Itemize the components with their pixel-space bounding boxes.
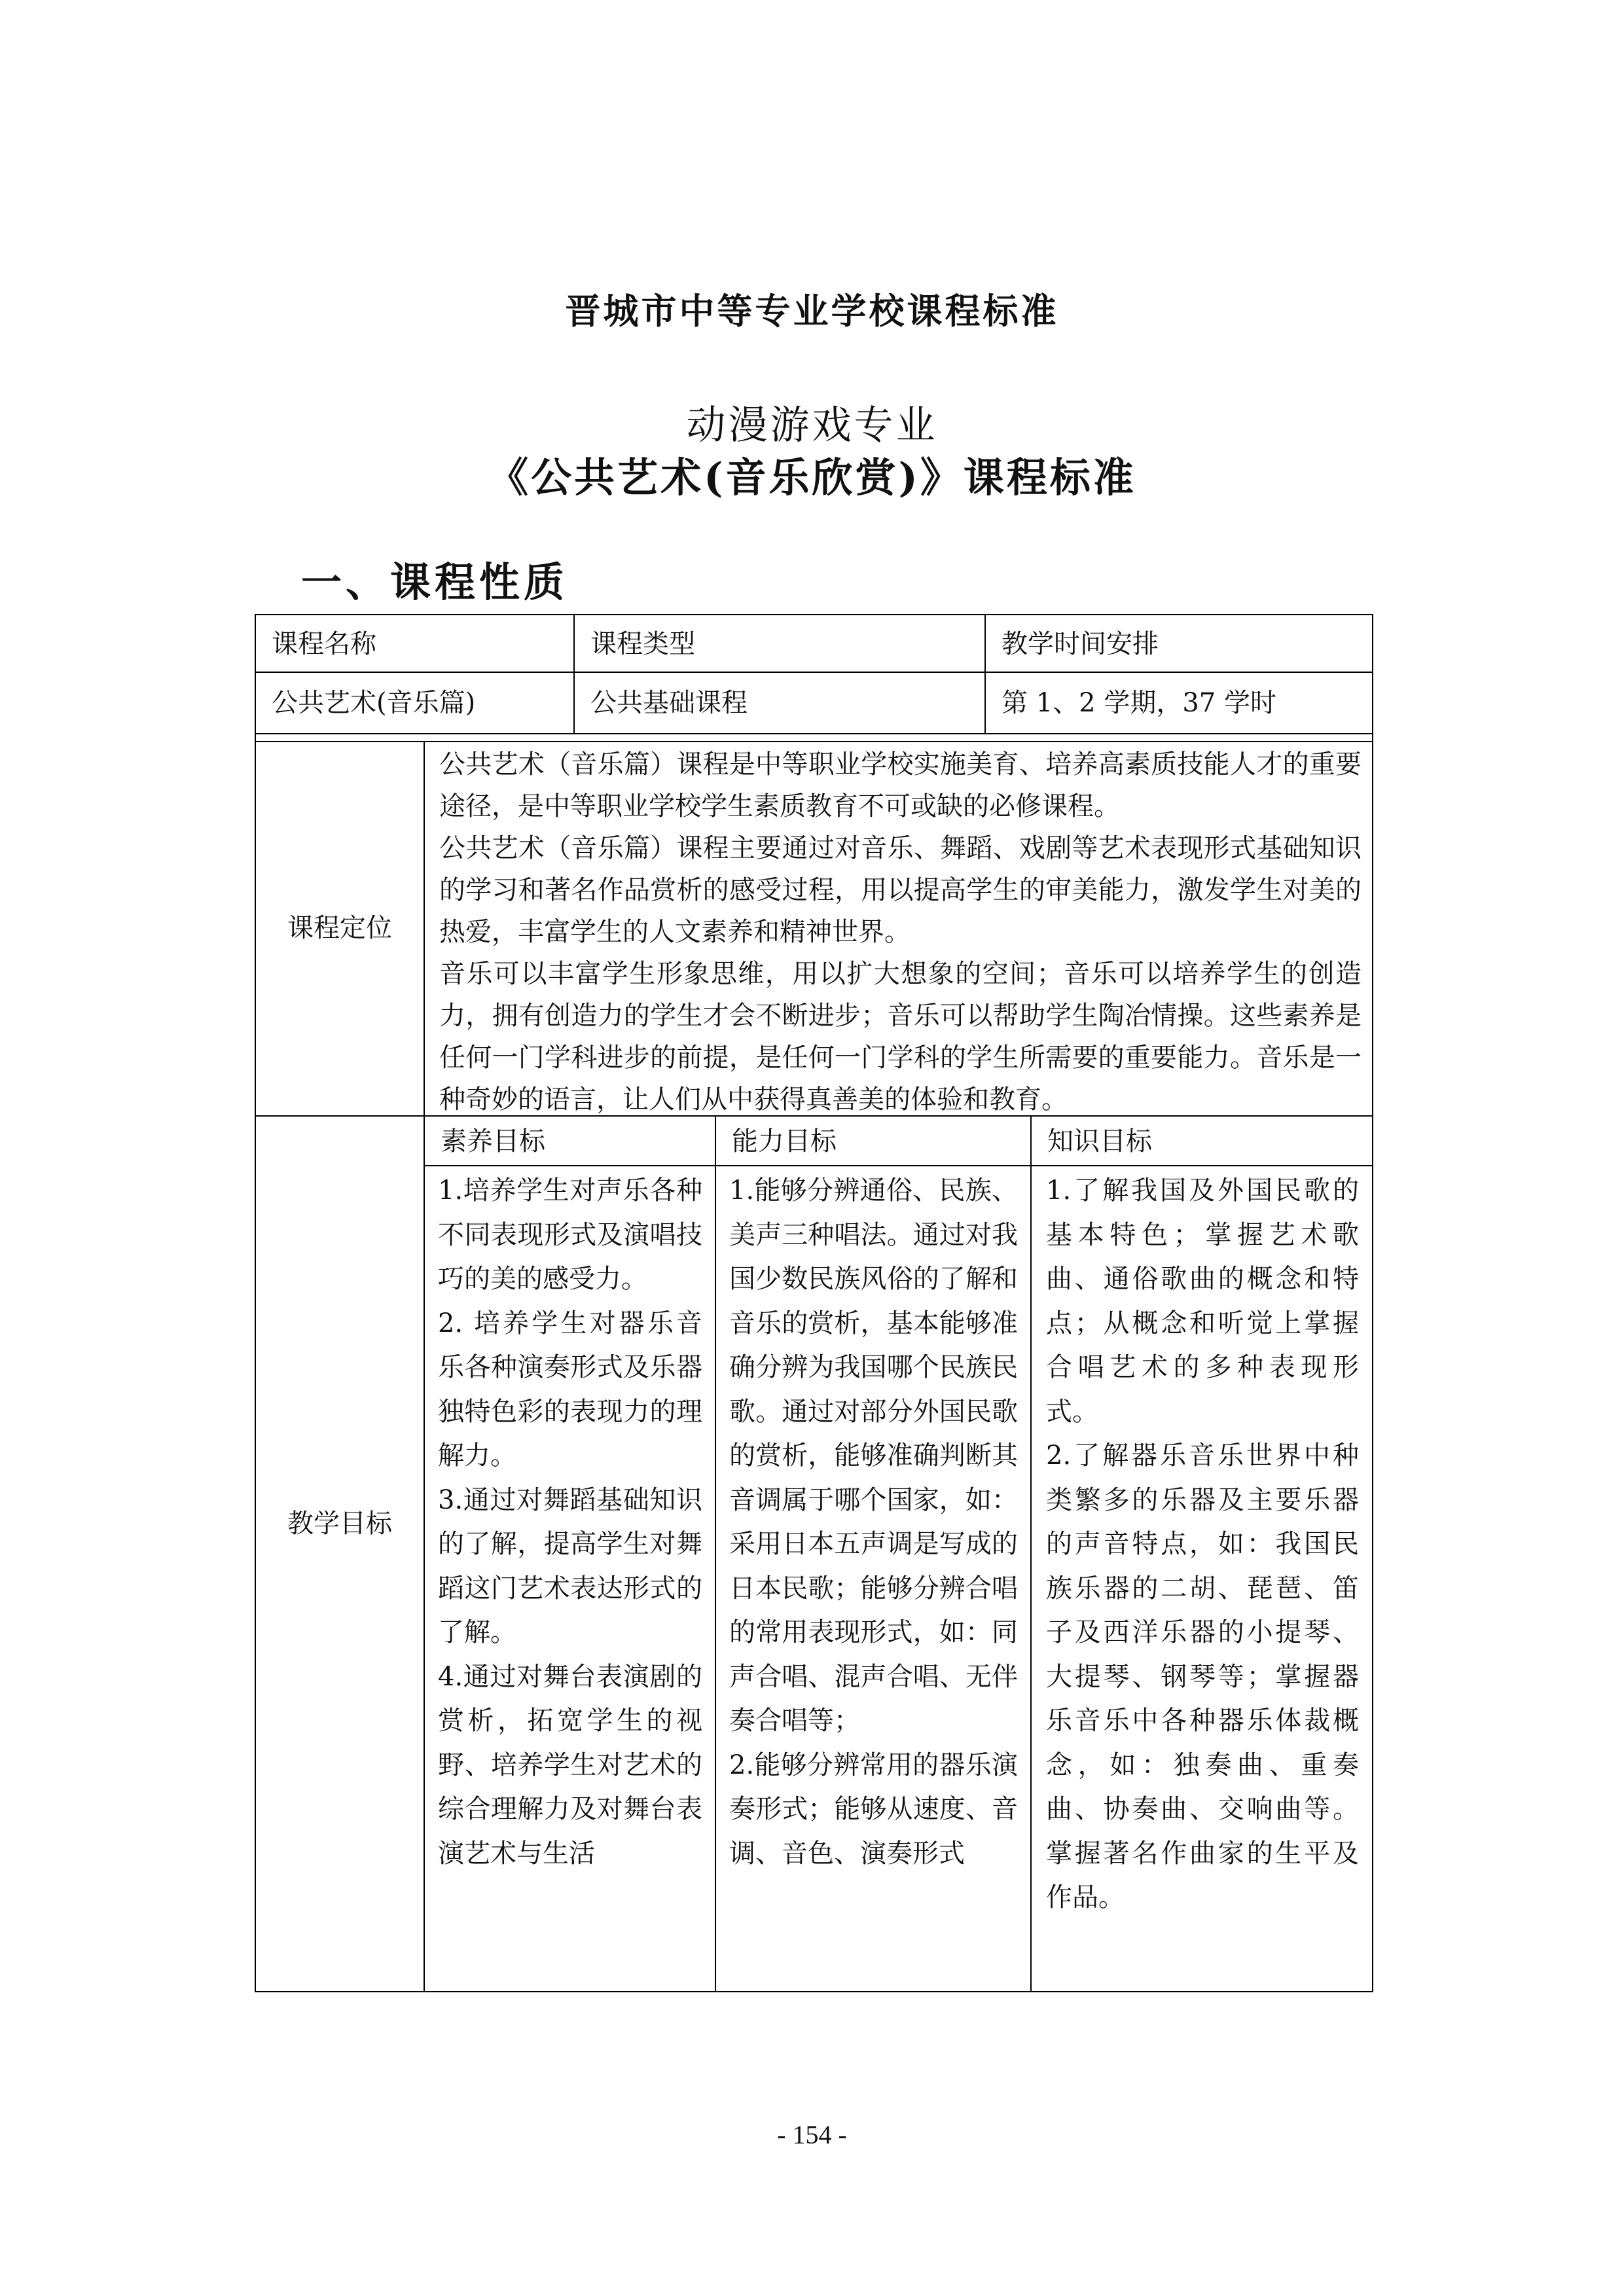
header-course-type: 课程类型 — [590, 629, 695, 659]
course-standard-table — [255, 614, 1373, 1992]
page-number: - 154 - — [777, 2120, 847, 2149]
ability-goal-text: 1.能够分辨通俗、民族、美声三种唱法。通过对我国少数民族风俗的了解和音乐的赏析，基本能够准确分辨为我国哪个民族民歌。通过对部分外国民歌的赏析，能够准确判断其音调属于哪个国家，如：采用日本五声调是写成的日本民歌；能够分辨合唱的常用表现形式，如：同声合唱、混声合唱、无伴奏合唱等； 2.能够分辨常用的器乐演奏形式；能够从速度、音调、音色、演奏形式 — [729, 1175, 1018, 1869]
positioning-paragraph: 公共艺术（音乐篇）课程主要通过对音乐、舞蹈、戏剧等艺术表现形式基础知识的学习和著名作品赏析的感受过程，用以提高学生的审美能力，激发学生对美的热爱，丰富学生的人文素养和精神世界。 — [439, 833, 1362, 947]
value-course-type: 公共基础课程 — [590, 688, 748, 718]
objectives-header-cell — [425, 1117, 716, 1165]
ability-goal-cell — [716, 1166, 1032, 1991]
info-value-cell — [256, 673, 575, 733]
header-literacy-goal: 素养目标 — [441, 1126, 545, 1157]
section-heading: 一、课程性质 — [301, 558, 569, 606]
objectives-label-cell — [256, 1117, 425, 1991]
literacy-goal-text: 1.培养学生对声乐各种不同表现形式及演唱技巧的美的感受力。 2. 培养学生对器乐音乐各种演奏形式及乐器独特色彩的表现力的理解力。 3.通过对舞蹈基础知识的了解，提高学生对舞蹈这门艺术表达形式的了解。 4.通过对舞台表演剧的赏析，拓宽学生的视野、培养学生对艺术的综合理解力及对舞台表演艺术与生活 — [438, 1175, 702, 1869]
objectives-header-cell — [1032, 1117, 1372, 1165]
positioning-paragraph: 公共艺术（音乐篇）课程是中等职业学校实施美育、培养高素质技能人才的重要途径，是中等职业学校学生素质教育不可或缺的必修课程。 — [439, 749, 1362, 821]
literacy-goal-cell — [425, 1166, 716, 1991]
objectives-row — [256, 1117, 1372, 1991]
value-course-name: 公共艺术(音乐篇) — [272, 688, 476, 718]
info-header-cell — [256, 615, 575, 672]
header-schedule: 教学时间安排 — [1001, 629, 1159, 659]
header-ability-goal: 能力目标 — [732, 1126, 837, 1157]
objectives-body-row — [425, 1166, 1372, 1991]
table-gap-band — [256, 734, 1372, 742]
info-value-cell — [986, 673, 1372, 733]
header-course-name: 课程名称 — [272, 629, 376, 659]
objectives-subtable — [425, 1117, 1372, 1991]
major-name: 动漫游戏专业 — [686, 403, 938, 448]
info-value-cell — [575, 673, 986, 733]
document-title: 晋城市中等专业学校课程标准 — [565, 290, 1059, 332]
info-value-row — [256, 673, 1372, 734]
objectives-header-row — [425, 1117, 1372, 1166]
info-header-cell — [986, 615, 1372, 672]
knowledge-goal-cell — [1032, 1166, 1372, 1991]
positioning-row — [256, 742, 1372, 1117]
header-knowledge-goal: 知识目标 — [1047, 1126, 1152, 1157]
knowledge-goal-text: 1.了解我国及外国民歌的基本特色；掌握艺术歌曲、通俗歌曲的概念和特点；从概念和听觉上掌握合唱艺术的多种表现形式。 2.了解器乐音乐世界中种类繁多的乐器及主要乐器的声音特点，如：我国民族乐器的二胡、琵琶、笛子及西洋乐器的小提琴、大提琴、钢琴等；掌握器乐音乐中各种器乐体裁概念，如：独奏曲、重奏曲、协奏曲、交响曲等。掌握著名作曲家的生平及作品。 — [1046, 1175, 1359, 1912]
objectives-label: 教学目标 — [287, 1509, 392, 1539]
positioning-text — [439, 744, 1362, 1121]
positioning-paragraph: 音乐可以丰富学生形象思维，用以扩大想象的空间；音乐可以培养学生的创造力，拥有创造力的学生才会不断进步；音乐可以帮助学生陶冶情操。这些素养是任何一门学科进步的前提，是任何一门学科的学生所需要的重要能力。音乐是一种奇妙的语言，让人们从中获得真善美的体验和教育。 — [439, 959, 1362, 1115]
objectives-header-cell — [716, 1117, 1032, 1165]
info-header-cell — [575, 615, 986, 672]
info-header-row — [256, 615, 1372, 673]
value-schedule: 第 1、2 学期，37 学时 — [1001, 688, 1276, 718]
positioning-label-cell — [256, 742, 425, 1115]
course-title: 《公共艺术(音乐欣赏)》课程标准 — [488, 454, 1136, 501]
positioning-content-cell — [425, 742, 1372, 1115]
positioning-label: 课程定位 — [287, 913, 392, 943]
